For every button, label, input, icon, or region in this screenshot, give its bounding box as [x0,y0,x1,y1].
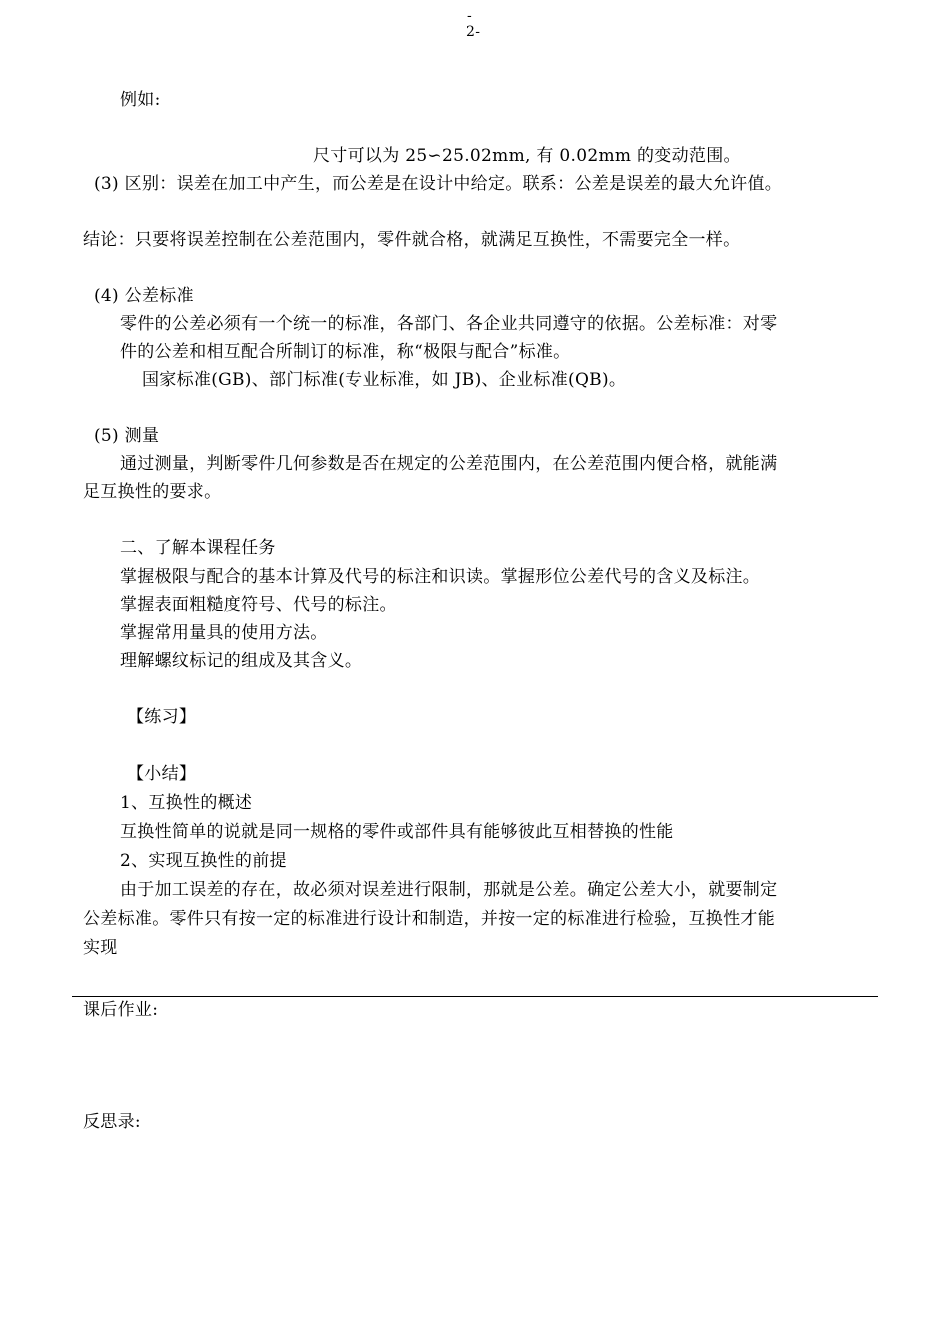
p5-line-2: 足互换性的要求。 [83,482,222,502]
homework-label: 课后作业: [83,1000,159,1020]
summary-2-line-2: 公差标准。零件只有按一定的标准进行设计和制造，并按一定的标准进行检验，互换性才能 [83,909,775,929]
example-text: 尺寸可以为 25∽25.02mm, 有 0.02mm 的变动范围。 [313,146,741,166]
summary-2-line-3: 实现 [83,938,118,958]
p5-line-1: 通过测量，判断零件几何参数是否在规定的公差范围内，在公差范围内便合格，就能满 [120,454,778,474]
section-2-item: 掌握表面粗糙度符号、代号的标注。 [120,595,397,615]
section-2-item: 掌握常用量具的使用方法。 [120,623,328,643]
conclusion: 结论：只要将误差控制在公差范围内，零件就合格，就满足互换性，不需要完全一样。 [83,230,741,250]
p4-line-3: 国家标准(GB)、部门标准(专业标准，如 JB)、企业标准(QB)。 [142,370,627,390]
p4-line-2: 件的公差和相互配合所制订的标准，称“极限与配合”标准。 [120,342,571,362]
summary-2-title: 2、实现互换性的前提 [120,851,287,871]
summary-heading: 【小结】 [127,764,197,784]
reflection-label: 反思录: [83,1112,141,1132]
summary-2-line-1: 由于加工误差的存在，故必须对误差进行限制，那就是公差。确定公差大小，就要制定 [120,880,778,900]
example-label: 例如: [120,90,161,110]
p4-title: (4) 公差标准 [94,286,194,306]
practice-heading: 【练习】 [127,707,197,727]
paragraph-3: (3) 区别：误差在加工中产生，而公差是在设计中给定。联系：公差是误差的最大允许值。 [94,174,783,194]
header-dash: - [467,8,473,24]
horizontal-divider [72,996,878,997]
section-2-item: 掌握极限与配合的基本计算及代号的标注和识读。掌握形位公差代号的含义及标注。 [120,567,761,587]
section-2-item: 理解螺纹标记的组成及其含义。 [120,651,363,671]
p5-title: (5) 测量 [94,426,160,446]
summary-1-title: 1、互换性的概述 [120,793,253,813]
page-number: 2- [466,24,481,40]
p4-line-1: 零件的公差必须有一个统一的标准，各部门、各企业共同遵守的依据。公差标准：对零 [120,314,778,334]
section-2-title: 二、了解本课程任务 [120,538,276,558]
summary-1-text: 互换性简单的说就是同一规格的零件或部件具有能够彼此互相替换的性能 [120,822,674,842]
